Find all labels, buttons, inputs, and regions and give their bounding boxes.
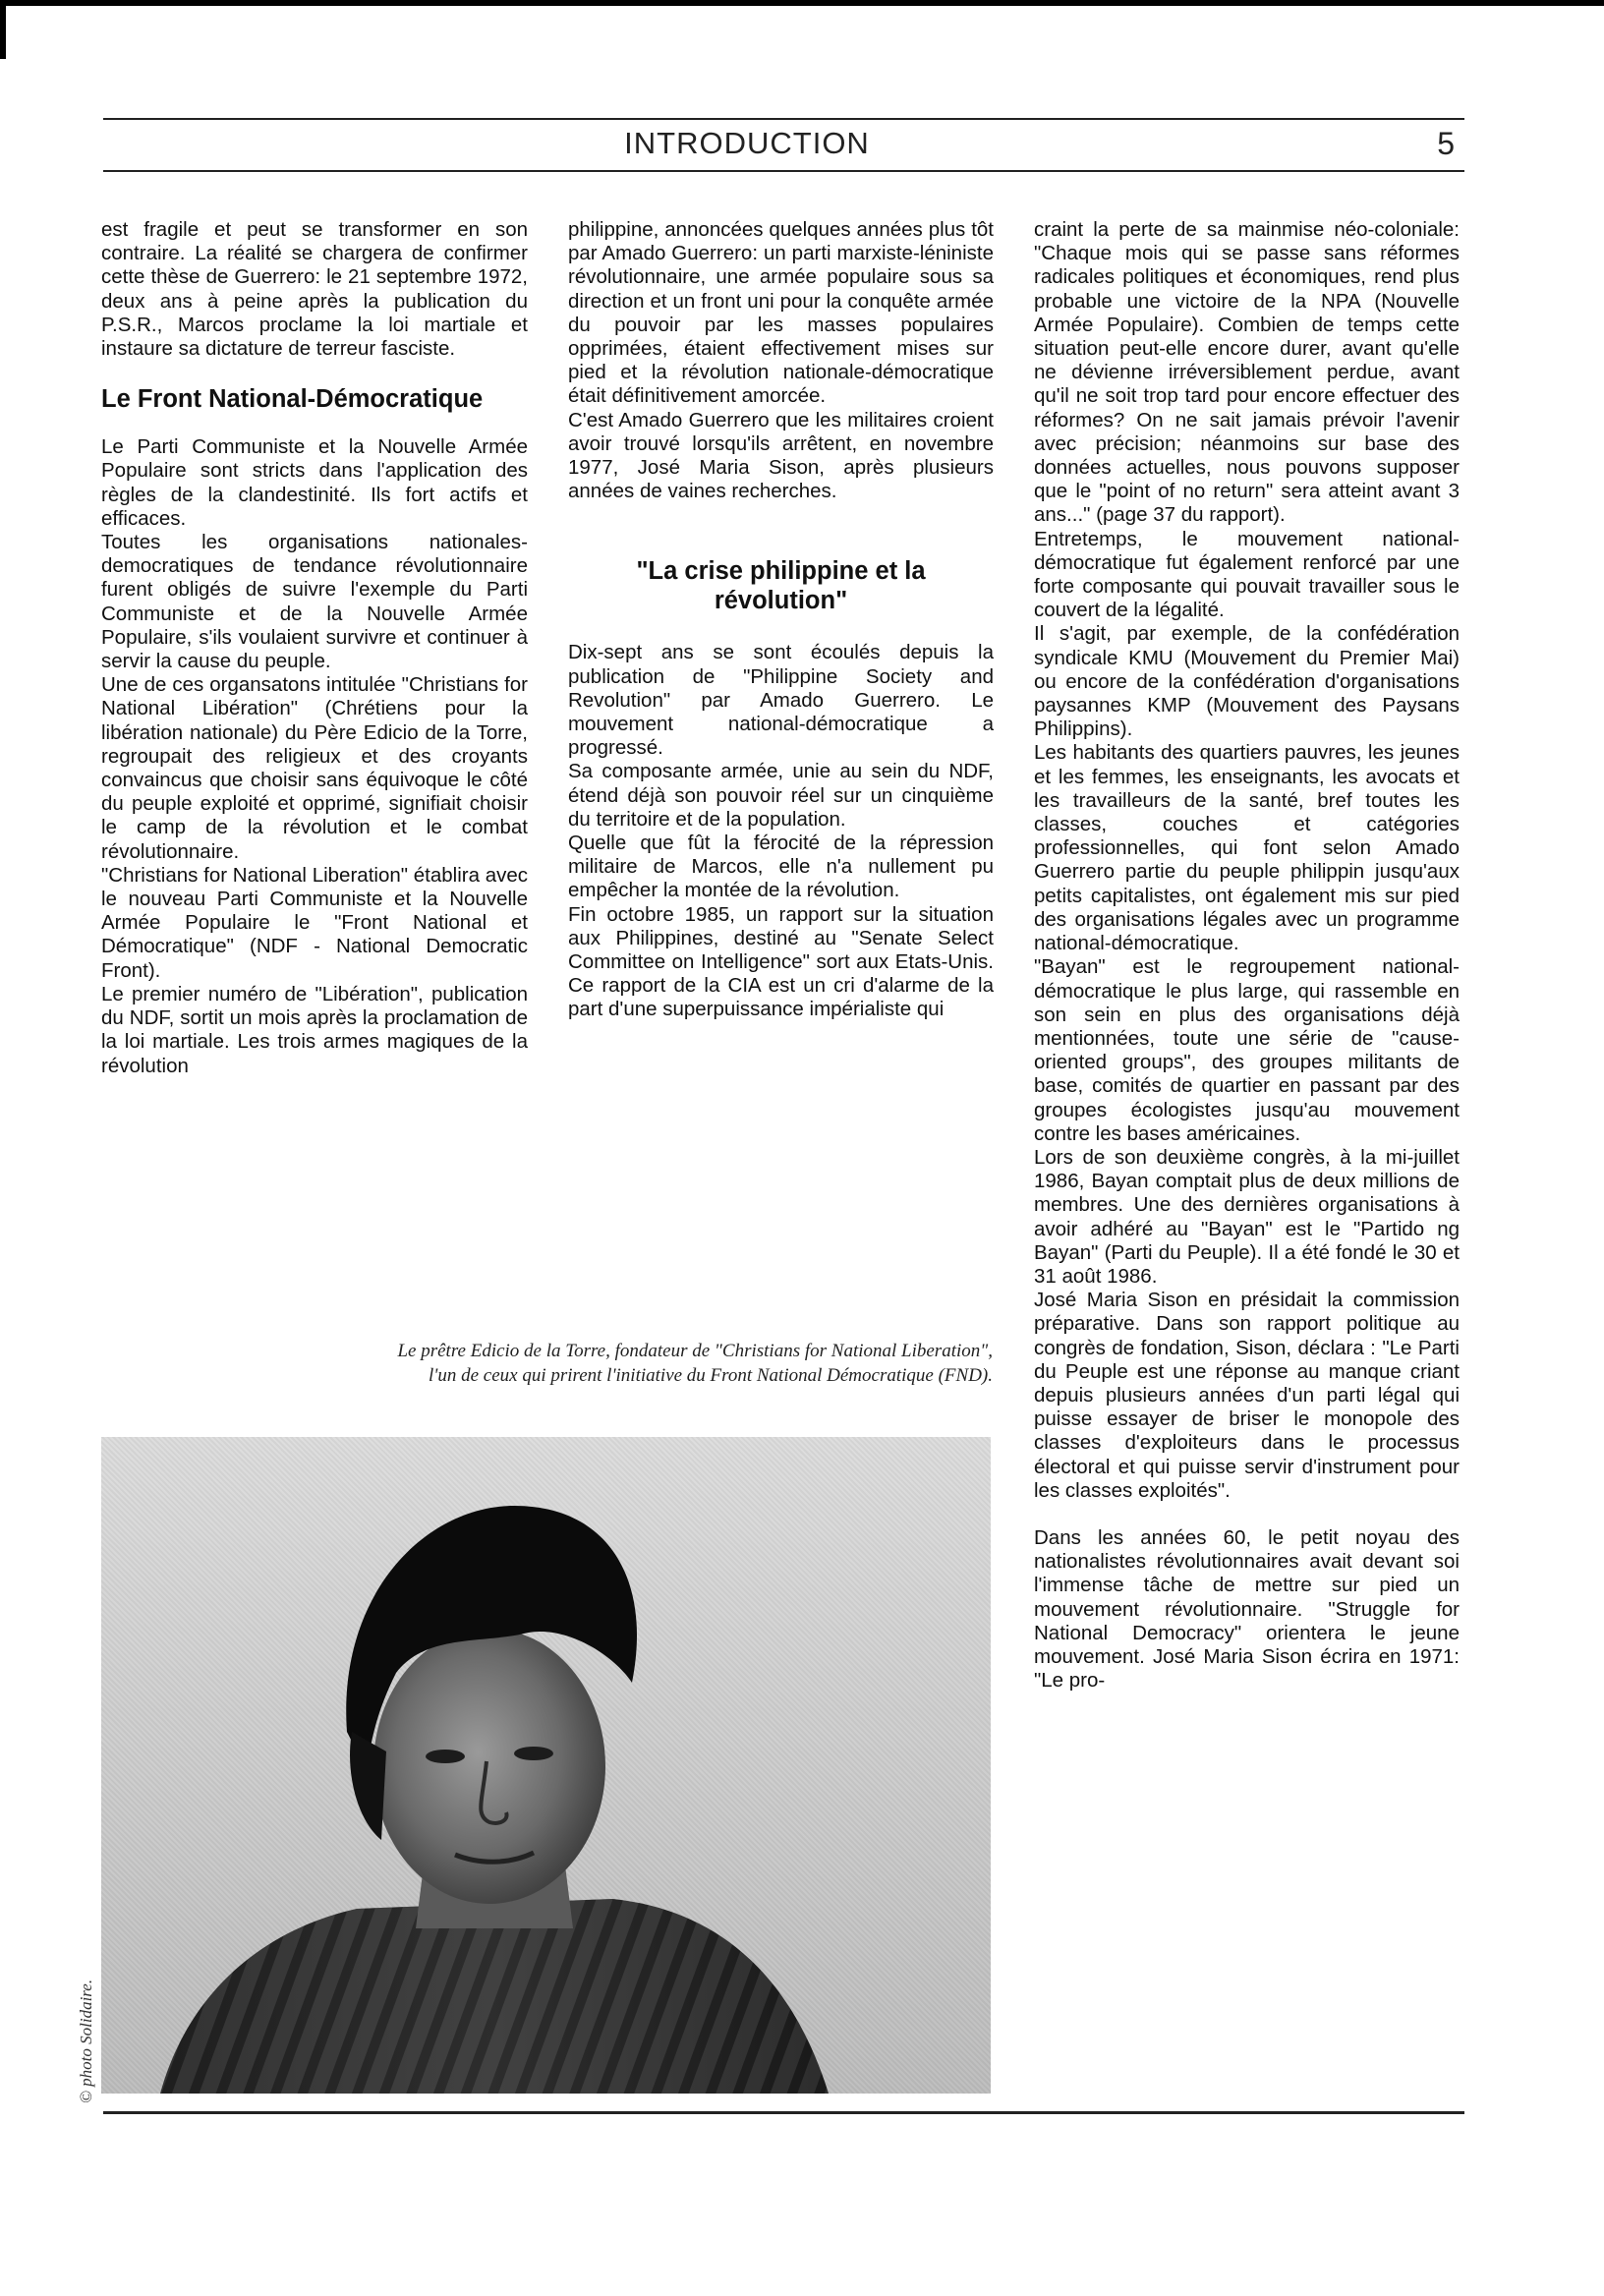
header-rule-bottom: [103, 170, 1464, 172]
scan-border-left: [0, 0, 6, 59]
running-head: INTRODUCTION: [624, 126, 870, 160]
paragraph: Toutes les organisations nationales-democratiques de tendance révolutionnaire furent obligés de suivre l'exemple du Parti Communiste et de la Nouvelle Armée Populaire, s'ils voulaient survivre et continuer à servir la cause du peuple.: [101, 531, 528, 673]
bottom-rule: [103, 2111, 1464, 2114]
page-number: 5: [1437, 126, 1455, 161]
portrait-photo: [101, 1437, 991, 2094]
text-column-2: [568, 218, 994, 1022]
paragraph: Il s'agit, par exemple, de la confédération syndicale KMU (Mouvement du Premier Mai) ou encore de la confédération d'organisations paysannes KMP (Mouvement des Paysans Philippins).: [1034, 622, 1460, 741]
caption-line: Le prêtre Edicio de la Torre, fondateur de "Christians for National Liberation",: [397, 1341, 993, 1361]
text-column-1: [101, 218, 528, 1078]
paragraph: José Maria Sison en présidait la commission préparative. Dans son rapport politique au congrès de fondation, Sison, déclara : "Le Parti du Peuple est une réponse au manque criant depuis plusieurs années d'un parti légal qui puisse essayer de briser le monopole des classes d'exploiteurs dans le processus électoral et qui puisse servir d'instrument pour les classes exploités".: [1034, 1289, 1460, 1502]
paragraph: Sa composante armée, unie au sein du NDF, étend déjà son pouvoir réel sur un cinquième du territoire et de la population.: [568, 760, 994, 831]
paragraph: est fragile et peut se transformer en son contraire. La réalité se chargera de confirmer cette thèse de Guerrero: le 21 septembre 1972, deux ans à peine après la publication du P.S.R., Marcos proclame la loi martiale et instaure sa dictature de terreur fasciste.: [101, 218, 528, 361]
caption-line: l'un de ceux qui prirent l'initiative du Front National Démocratique (FND).: [429, 1365, 993, 1386]
portrait-illustration: [101, 1437, 991, 2094]
paragraph: Dans les années 60, le petit noyau des nationalistes révolutionnaires avait devant soi l'immense tâche de mettre sur pied un mouvement révolutionnaire. "Struggle for National Democracy" orientera le jeune mouvement. José Maria Sison écrira en 1971: "Le pro-: [1034, 1525, 1460, 1693]
paragraph: Les habitants des quartiers pauvres, les jeunes et les femmes, les enseignants, les avocats et les travailleurs de la santé, bref toutes les classes, couches et catégories professionnelles, qui font selon Amado Guerrero partie du peuple philippin jusqu'aux petits capitalistes, ont également mis sur pied des organisations légales avec un programme national-démocratique.: [1034, 741, 1460, 955]
scan-border-top: [0, 0, 1604, 6]
paragraph: Fin octobre 1985, un rapport sur la situation aux Philippines, destiné au "Senate Select Committee on Intelligence" sort aux Etats-Unis. Ce rapport de la CIA est un cri d'alarme de la part d'une superpuissance impérialiste qui: [568, 902, 994, 1021]
paragraph: C'est Amado Guerrero que les militaires croient avoir trouvé lorsqu'ils arrêtent, en novembre 1977, José Maria Sison, après plusieurs années de vaines recherches.: [568, 408, 994, 503]
paragraph: philippine, annoncées quelques années plus tôt par Amado Guerrero: un parti marxiste-léniniste révolutionnaire, une armée populaire sous sa direction et un front uni pour la conquête armée du pouvoir par les masses populaires opprimées, étaient effectivement mises sur pied et la révolution nationale-démocratique était définitivement amorcée.: [568, 218, 994, 408]
section-heading-front-national: Le Front National-Démocratique: [101, 385, 484, 414]
figure-caption: [192, 1339, 993, 1388]
text-column-3: [1034, 218, 1460, 1693]
paragraph: Le Parti Communiste et la Nouvelle Armée Populaire sont stricts dans l'application des règles de la clandestinité. Ils fort actifs et efficaces.: [101, 435, 528, 530]
paragraph: "Bayan" est le regroupement national-démocratique le plus large, qui rassemble en son sein en plus des organisations déjà mentionnées, toute une série de "cause-oriented groups", des groupes militants de base, comités de quartier en passant par des groupes écologistes jusqu'au mouvement contre les bases américaines.: [1034, 955, 1460, 1145]
paragraph: Dix-sept ans se sont écoulés depuis la publication de "Philippine Society and Revolution" par Amado Guerrero. Le mouvement national-démocratique a progressé.: [568, 641, 994, 760]
paragraph: Une de ces organsatons intitulée "Christians for National Libération" (Chrétiens pour la libération nationale) du Père Edicio de la Torre, regroupait des religieux et des croyants convaincus que choisir sans équivoque le côté du peuple exploité et opprimé, signifiait choisir le camp de la révolution et le combat révolutionnaire.: [101, 673, 528, 863]
paragraph: "Christians for National Liberation" établira avec le nouveau Parti Communiste et la Nouvelle Armée Populaire le "Front National et Démocratique" (NDF - National Democratic Front).: [101, 863, 528, 982]
header-rule-top: [103, 118, 1464, 120]
section-heading-crise-philippine: "La crise philippine et la révolution": [636, 557, 926, 615]
paragraph: Entretemps, le mouvement national-démocratique fut également renforcé par une forte composante qui pouvait travailler sous le couvert de la légalité.: [1034, 527, 1460, 622]
paragraph: craint la perte de sa mainmise néo-coloniale: "Chaque mois qui se passe sans réformes radicales politiques et économiques, rend plus probable une victoire de la NPA (Nouvelle Armée Populaire). Combien de temps cette situation peut-elle encore durer, avant qu'elle ne dévienne irréversiblement perdue, avant qu'il ne soit trop tard pour encore effectuer des réformes? On ne sait jamais prévoir l'avenir avec précision; néanmoins sur base des données actuelles, nous pouvons supposer que le "point of no return" sera atteint avant 3 ans..." (page 37 du rapport).: [1034, 218, 1460, 527]
photo-credit: © photo Solidaire.: [77, 1979, 95, 2103]
paragraph: Quelle que fût la férocité de la répression militaire de Marcos, elle n'a nullement pu empêcher la montée de la révolution.: [568, 832, 994, 902]
paragraph: Lors de son deuxième congrès, à la mi-juillet 1986, Bayan comptait plus de deux millions de membres. Une des dernières organisations à avoir adhéré au "Bayan" est le "Partido ng Bayan" (Parti du Peuple). Il a été fondé le 30 et 31 août 1986.: [1034, 1145, 1460, 1288]
paragraph: Le premier numéro de "Libération", publication du NDF, sortit un mois après la proclamation de la loi martiale. Les trois armes magiques de la révolution: [101, 982, 528, 1077]
